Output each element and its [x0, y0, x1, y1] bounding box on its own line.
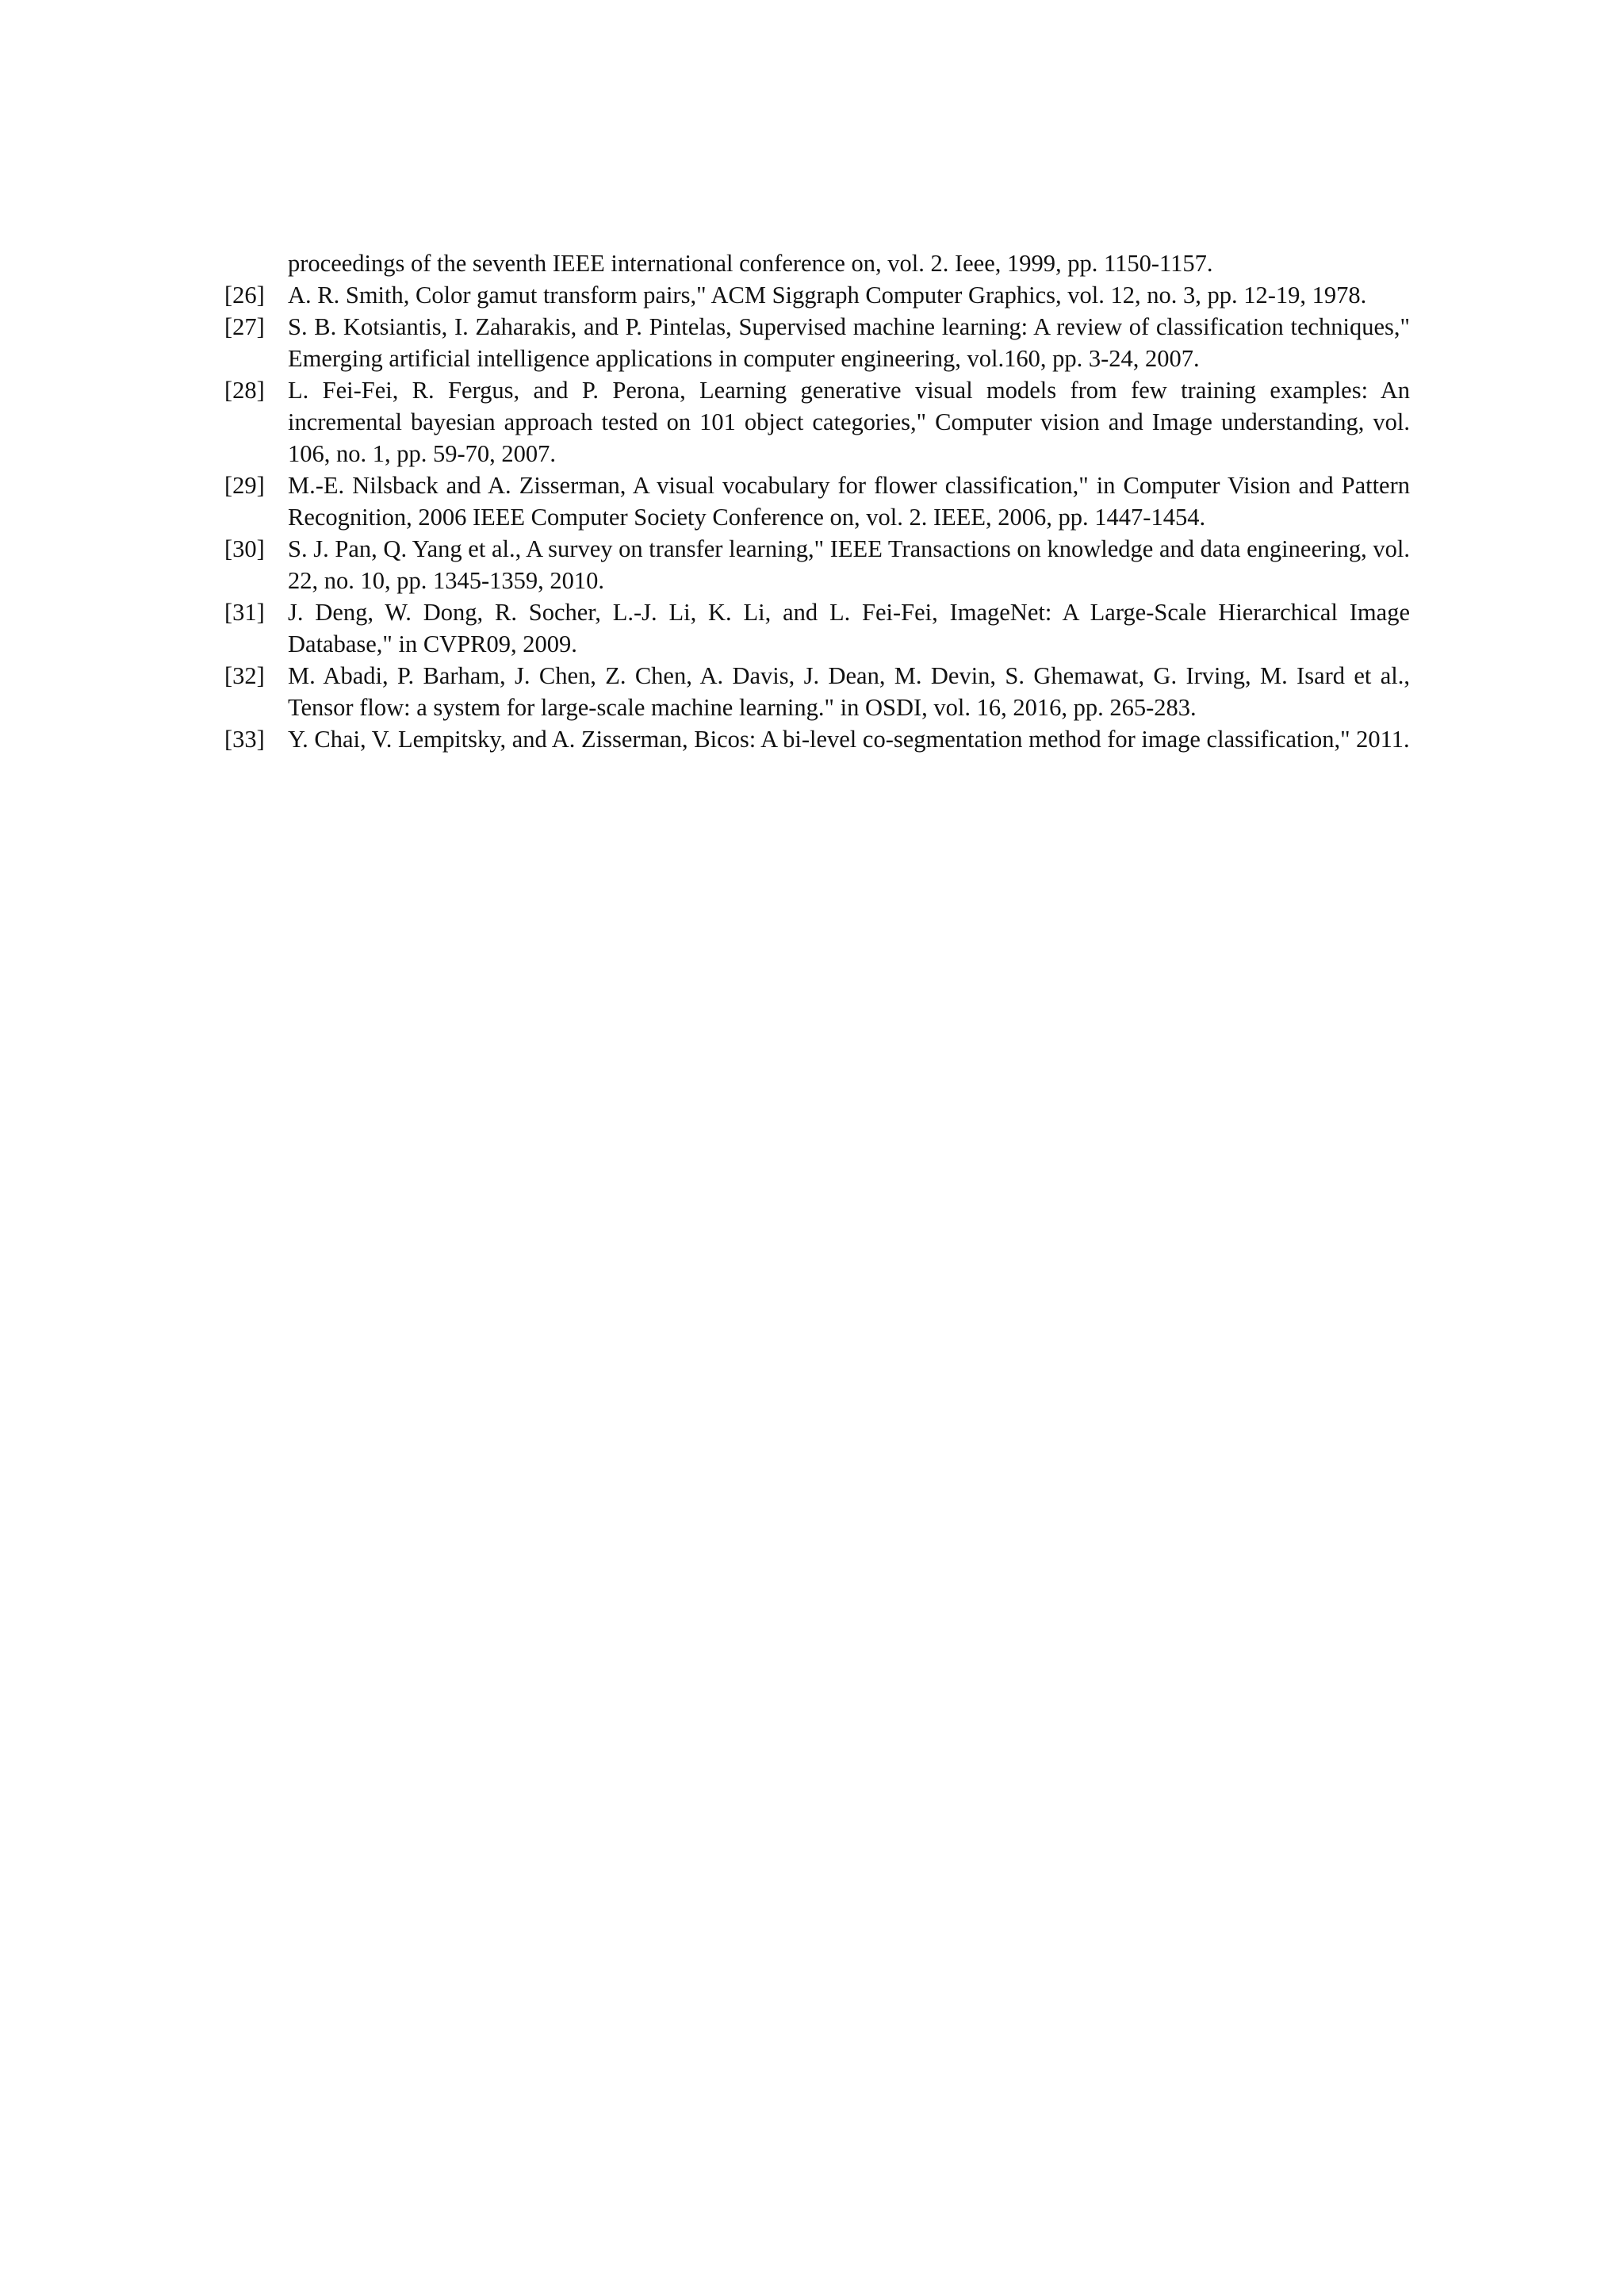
reference-continuation-text: proceedings of the seventh IEEE international conference on, vol. 2. Ieee, 1999, pp. 1150-1157.	[288, 250, 1213, 277]
reference-text: L. Fei-Fei, R. Fergus, and P. Perona, Learning generative visual models from few training examples: An incremental bayesian approach tested on 101 object categories," Computer vision and Image understanding, vol. 106, no. 1, pp. 59-70, 2007.	[288, 377, 1410, 467]
reference-text: M. Abadi, P. Barham, J. Chen, Z. Chen, A. Davis, J. Dean, M. Devin, S. Ghemawat, G. Irving, M. Isard et al., Tensor flow: a system for large-scale machine learning." in OSDI, vol. 16, 2016, pp. 265-283.	[288, 662, 1410, 721]
reference-number: [28]	[224, 377, 265, 404]
reference-number: [32]	[224, 662, 265, 689]
reference-number: [30]	[224, 535, 265, 562]
reference-list	[224, 247, 1410, 755]
reference-continuation	[224, 247, 1410, 279]
reference-item-29	[224, 470, 1410, 533]
reference-item-33	[224, 723, 1410, 755]
reference-item-32	[224, 660, 1410, 723]
reference-text: S. J. Pan, Q. Yang et al., A survey on transfer learning," IEEE Transactions on knowledge and data engineering, vol. 22, no. 10, pp. 1345-1359, 2010.	[288, 535, 1410, 594]
reference-number: [31]	[224, 599, 265, 626]
reference-text: A. R. Smith, Color gamut transform pairs," ACM Siggraph Computer Graphics, vol. 12, no. 3, pp. 12-19, 1978.	[288, 282, 1367, 309]
reference-text: S. B. Kotsiantis, I. Zaharakis, and P. Pintelas, Supervised machine learning: A review of classification techniques," Emerging artificial intelligence applications in computer engineering, vol.160, pp. 3-24, 2007.	[288, 313, 1410, 372]
reference-text: J. Deng, W. Dong, R. Socher, L.-J. Li, K. Li, and L. Fei-Fei, ImageNet: A Large-Scale Hierarchical Image Database," in CVPR09, 2009.	[288, 599, 1410, 657]
reference-number: [26]	[224, 282, 265, 309]
reference-text: Y. Chai, V. Lempitsky, and A. Zisserman, Bicos: A bi-level co-segmentation method for image classification," 2011.	[288, 726, 1410, 753]
reference-item-28	[224, 374, 1410, 470]
reference-item-30	[224, 533, 1410, 596]
reference-item-27	[224, 311, 1410, 374]
reference-number: [27]	[224, 313, 265, 340]
reference-item-26	[224, 279, 1410, 311]
reference-number: [33]	[224, 726, 265, 753]
reference-item-31	[224, 596, 1410, 660]
reference-text: M.-E. Nilsback and A. Zisserman, A visual vocabulary for flower classification," in Computer Vision and Pattern Recognition, 2006 IEEE Computer Society Conference on, vol. 2. IEEE, 2006, pp. 1447-1454.	[288, 472, 1410, 531]
reference-number: [29]	[224, 472, 265, 499]
